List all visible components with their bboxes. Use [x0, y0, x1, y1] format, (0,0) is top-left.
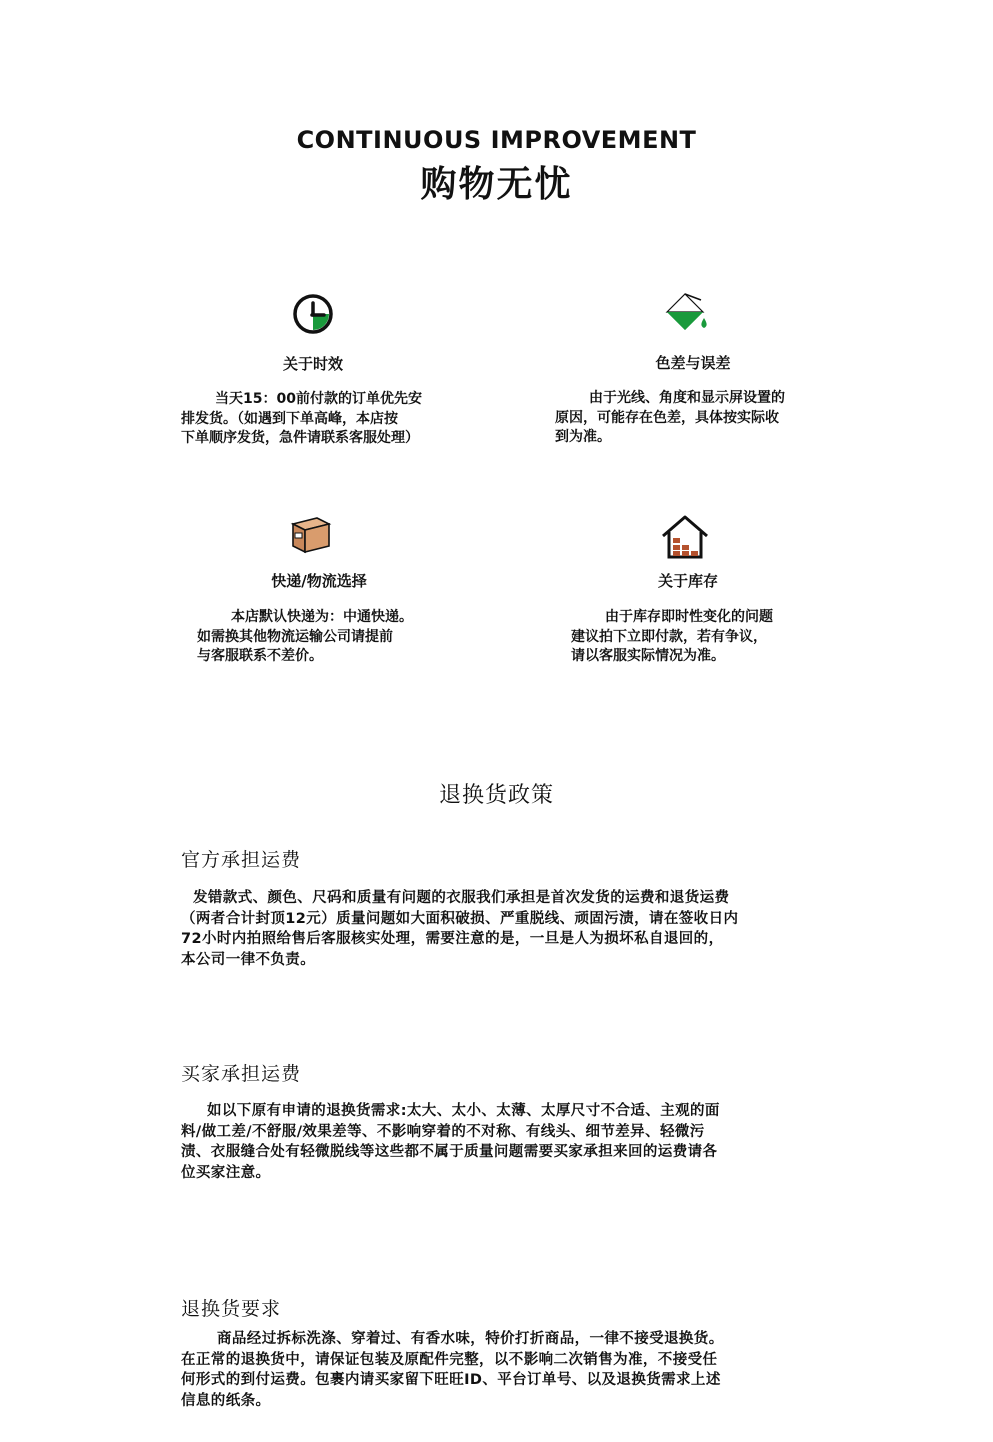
feature-title: 快递/物流选择	[271, 572, 367, 590]
feature-description: 当天15：00前付款的订单优先安 排发货。（如遇到下单高峰，本店按 下单顺序发货，急件请联系客服处理）	[181, 391, 422, 446]
warehouse-icon	[660, 514, 710, 562]
feature-title: 色差与误差	[655, 354, 731, 372]
section-body-buyer-shipping: 如以下原有申请的退换货需求:太大、太小、太薄、太厚尺寸不合适、主观的面 料/做工差/不舒服/效果差等、不影响穿着的不对称、有线头、细节差异、轻微污 渍、衣服缝合处有轻微脱线等这些都不属于质量问题需要买家承担来回的运费请各 位买家注意。	[181, 1103, 720, 1181]
feature-description: 由于库存即时性变化的问题 建议拍下立即付款，若有争议， 请以客服实际情况为准。	[571, 609, 773, 664]
section-title-official-shipping: 官方承担运费	[181, 849, 302, 871]
feature-title: 关于时效	[282, 355, 343, 373]
section-body-official-shipping: 发错款式、颜色、尺码和质量有问题的衣服我们承担是首次发货的运费和退货运费 （两者合计封顶12元）质量问题如大面积破损、严重脱线、顽固污渍，请在签收日内 72小时内拍照给售后客服核实处理，需要注意的是，一旦是人为损坏私自退回的， 本公司一律不负责。	[181, 890, 739, 968]
header-en-title: CONTINUOUS IMPROVEMENT	[296, 126, 697, 154]
header-cn-title: 购物无忧	[420, 164, 573, 205]
section-title-return-requirements: 退换货要求	[181, 1298, 282, 1320]
clock-icon	[291, 292, 335, 336]
section-title-buyer-shipping: 买家承担运费	[181, 1063, 302, 1085]
feature-description: 本店默认快递为：中通快递。 如需换其他物流运输公司请提前 与客服联系不差价。	[197, 609, 413, 664]
feature-title: 关于库存	[657, 572, 718, 590]
feature-description: 由于光线、角度和显示屏设置的 原因，可能存在色差，具体按实际收 到为准。	[555, 390, 785, 445]
policy-title: 退换货政策	[438, 783, 554, 808]
package-box-icon	[287, 514, 335, 556]
paint-bucket-icon	[659, 290, 711, 340]
section-body-return-requirements: 商品经过拆标洗涤、穿着过、有香水味，特价打折商品，一律不接受退换货。 在正常的退换货中，请保证包装及原配件完整，以不影响二次销售为准，不接受任 何形式的到付运费。包裹内请买家留下旺旺ID、平台订单号、以及退换货需求上述 信息的纸条。	[181, 1331, 724, 1409]
